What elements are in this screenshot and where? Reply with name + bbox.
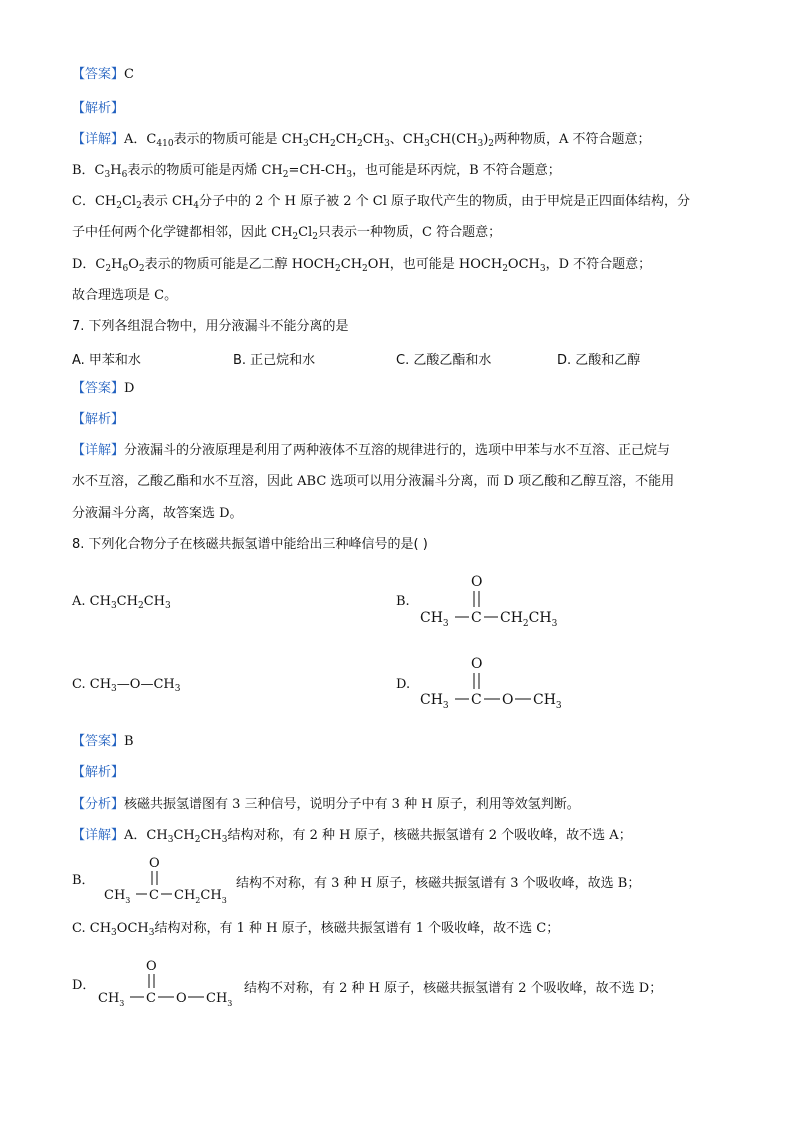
q8-option-d-label: D. xyxy=(396,677,411,692)
detail-line-c1: C．$CH_2Cl_2$表示 $CH_4$分子中的 2 个 H 原子被 2 个 Cl 原子取代产生的物质，由于甲烷是正四面体结构，分 xyxy=(72,194,691,211)
q8-detail-structure-d xyxy=(96,955,244,1007)
svg-text:O: O xyxy=(146,959,157,974)
q8-detail-b-prefix: B． xyxy=(72,873,95,888)
q7-option-d: D. 乙酸和乙醇 xyxy=(557,353,641,368)
q8-structure-b xyxy=(418,570,578,630)
detail-line-c2: 子中任何两个化学键都相邻，因此 $CH_2Cl_2$只表示一种物质，C 符合题意； xyxy=(72,225,502,242)
q7-detail-line-2: 水不互溶，乙酸乙酯和水不互溶，因此 ABC 选项可以用分液漏斗分离，而 D 项乙酸和乙醇互溶，不能用 xyxy=(72,474,675,489)
q8-structure-d xyxy=(418,652,578,712)
svg-text:CH2CH3: $CH_2CH_3$ xyxy=(500,610,558,629)
svg-text:CH3: $CH_3$ xyxy=(420,610,449,629)
svg-text:O: O xyxy=(471,574,483,590)
svg-text:CH3: $CH_3$ xyxy=(206,991,233,1007)
svg-text:CH3: $CH_3$ xyxy=(98,991,125,1007)
svg-text:CH3: $CH_3$ xyxy=(533,692,562,711)
answer-line-q8: 【答案】B xyxy=(72,734,134,749)
q7-option-b: B. 正己烷和水 xyxy=(233,353,316,368)
svg-text:CH2CH3: $CH_2CH_3$ xyxy=(174,888,227,904)
q8-detail-structure-b xyxy=(102,852,232,904)
svg-text:O: O xyxy=(176,991,187,1006)
svg-text:C: C xyxy=(471,692,482,708)
detail-line-b: B．$C_3H_6$表示的物质可能是丙烯 $CH_2=CH-CH_3$，也可能是环丙烷，B 不符合题意； xyxy=(72,163,561,180)
q8-fenxi-line: 【分析】核磁共振氢谱图有 3 三种信号，说明分子中有 3 种 H 原子，利用等效氢判断。 xyxy=(72,797,580,812)
q8-detail-c: C. $CH_3OCH_3$结构对称，有 1 种 H 原子，核磁共振氢谱有 1 个吸收峰，故不选 C； xyxy=(72,921,560,938)
q8-option-b-label: B. xyxy=(396,594,410,609)
analysis-label-1: 【解析】 xyxy=(72,101,125,116)
detail-line-d: D．$C_2H_6O_2$表示的物质可能是乙二醇 $HOCH_2CH_2OH$，也可能是 $HOCH_2OCH_3$，D 不符合题意； xyxy=(72,257,652,274)
svg-text:CH3: $CH_3$ xyxy=(420,692,449,711)
svg-text:C: C xyxy=(149,888,159,903)
q7-stem: 7. 下列各组混合物中，用分液漏斗不能分离的是 xyxy=(72,319,349,334)
analysis-label-q7: 【解析】 xyxy=(72,412,125,427)
q7-option-a: A. 甲苯和水 xyxy=(72,353,141,368)
svg-text:CH3: $CH_3$ xyxy=(104,888,131,904)
answer-line-1: 【答案】C xyxy=(72,67,134,82)
analysis-label-q8: 【解析】 xyxy=(72,765,125,780)
q7-detail-line-3: 分液漏斗分离，故答案选 D。 xyxy=(72,506,243,521)
q8-stem: 8. 下列化合物分子在核磁共振氢谱中能给出三种峰信号的是( ) xyxy=(72,537,428,552)
q8-detail-d-prefix: D． xyxy=(72,978,96,993)
svg-text:O: O xyxy=(149,856,160,871)
conclusion-line: 故合理选项是 C。 xyxy=(72,288,178,303)
q8-option-a: A. $CH_3CH_2CH_3$ xyxy=(72,594,171,611)
q8-detail-b-text: 结构不对称，有 3 种 H 原子，核磁共振氢谱有 3 个吸收峰，故选 B； xyxy=(236,876,641,891)
svg-text:O: O xyxy=(502,692,514,708)
detail-line-1: 【详解】A．$C_{410}$表示的物质可能是 $CH_3CH_2CH_2CH_3$、$CH_3CH(CH_3)_2$两种物质，A 不符合题意； xyxy=(72,132,651,149)
q8-detail-d-text: 结构不对称，有 2 种 H 原子，核磁共振氢谱有 2 个吸收峰，故不选 D； xyxy=(244,981,663,996)
q8-option-c: C. $CH_3—O—CH_3$ xyxy=(72,677,181,694)
q7-detail-line-1: 【详解】分液漏斗的分液原理是利用了两种液体不互溶的规律进行的，选项中甲苯与水不互溶、正己烷与 xyxy=(72,443,671,458)
answer-line-q7: 【答案】D xyxy=(72,381,135,396)
q7-option-c: C. 乙酸乙酯和水 xyxy=(396,353,492,368)
svg-text:C: C xyxy=(471,610,482,626)
q8-detail-a: 【详解】A．$CH_3CH_2CH_3$结构对称，有 2 种 H 原子，核磁共振氢谱有 2 个吸收峰，故不选 A； xyxy=(72,828,632,845)
svg-text:C: C xyxy=(146,991,156,1006)
svg-text:O: O xyxy=(471,656,483,672)
